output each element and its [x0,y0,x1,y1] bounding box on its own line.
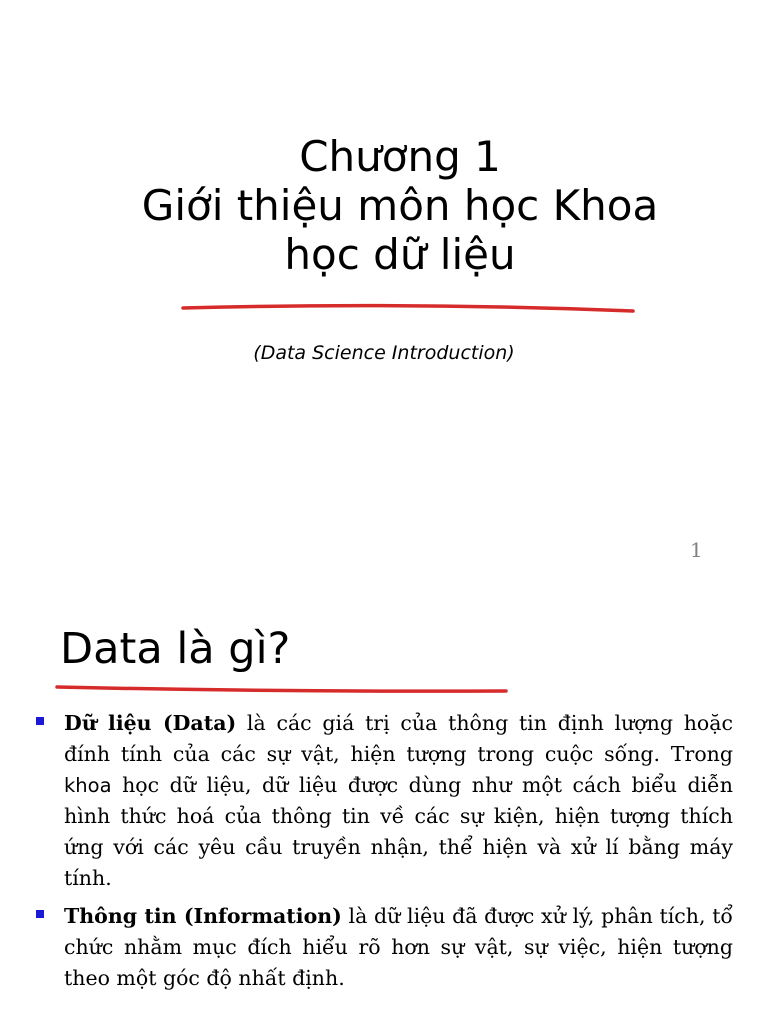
title-line-3: học dữ liệu [284,230,516,279]
bullet-text: khoa [64,774,112,797]
slide-title: Data là gì? [60,624,291,674]
bullet-term: Dữ liệu (Data) [64,711,237,735]
bullet-text: học dữ liệu, dữ liệu được dùng như một cách biểu diễn hình thức hoá của thông tin về các sự kiện, hiện tượng thích ứng với các yêu cầu truyền nhận, thể hiện và xử lí bằng máy tính. [64,773,733,890]
page-number: 1 [690,538,703,562]
bullet-square-icon [36,717,44,725]
bullet-term: Thông tin (Information) [64,904,342,928]
title-line-1: Chương 1 [299,132,501,181]
bullet-text: là các giá trị của thông tin định lượng hoặc đính tính của các sự vật, hiện tượng trong cuộc sống. Trong [64,711,733,766]
slide-2 [0,590,768,1024]
bullet-text: là dữ liệu đã được xử lý, phân tích, tổ chức nhằm mục đích hiểu rõ hơn sự vật, sự việc, hiện tượng theo một góc độ nhất định. [64,904,733,990]
bullet-square-icon [36,910,44,918]
slide-subtitle: (Data Science Introduction) [253,342,515,364]
title-line-2: Giới thiệu môn học Khoa [141,181,659,230]
bullet-item-information [64,901,733,994]
bullet-item-data [64,708,733,894]
